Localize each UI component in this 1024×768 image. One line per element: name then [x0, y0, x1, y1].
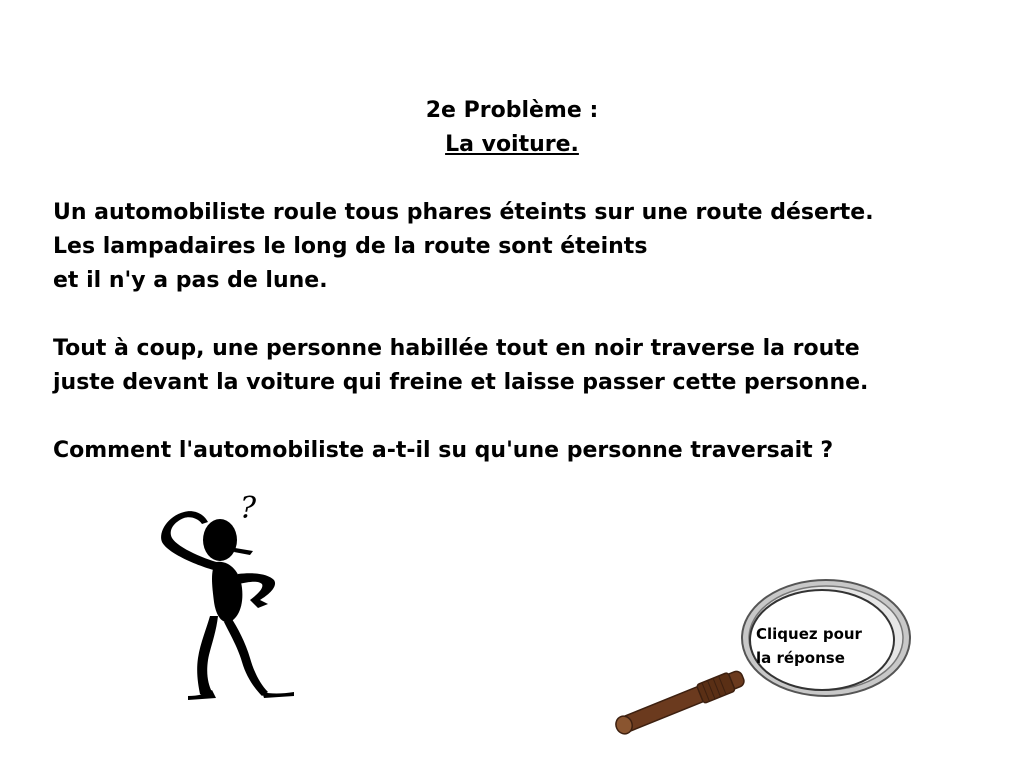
text-line: juste devant la voiture qui freine et laisse passer cette personne. [53, 370, 869, 395]
answer-link-line-2: la réponse [756, 649, 845, 667]
paragraph-1 [53, 196, 1013, 298]
thinking-figure-icon [150, 488, 310, 703]
paragraph-3 [53, 434, 1013, 468]
text-line: Les lampadaires le long de la route sont éteints [53, 234, 648, 259]
question-line: Comment l'automobiliste a-t-il su qu'une personne traversait ? [53, 438, 834, 463]
text-line: Un automobiliste roule tous phares éteints sur une route déserte. [53, 200, 874, 225]
answer-magnifier-button[interactable] [606, 574, 916, 739]
text-line: et il n'y a pas de lune. [53, 268, 328, 293]
head-shape [203, 519, 237, 561]
slide-heading: 2e Problème : [425, 98, 599, 123]
thinking-figure-illustration [150, 488, 310, 703]
answer-link[interactable] [756, 622, 886, 670]
title-block [0, 94, 1024, 162]
text-line: Tout à coup, une personne habillée tout en noir traverse la route [53, 336, 860, 361]
slide-subheading: La voiture. [445, 132, 579, 157]
answer-link-line-1: Cliquez pour [756, 625, 862, 643]
paragraph-2 [53, 332, 1013, 400]
question-mark: ? [240, 491, 257, 526]
problem-text [53, 196, 1013, 468]
